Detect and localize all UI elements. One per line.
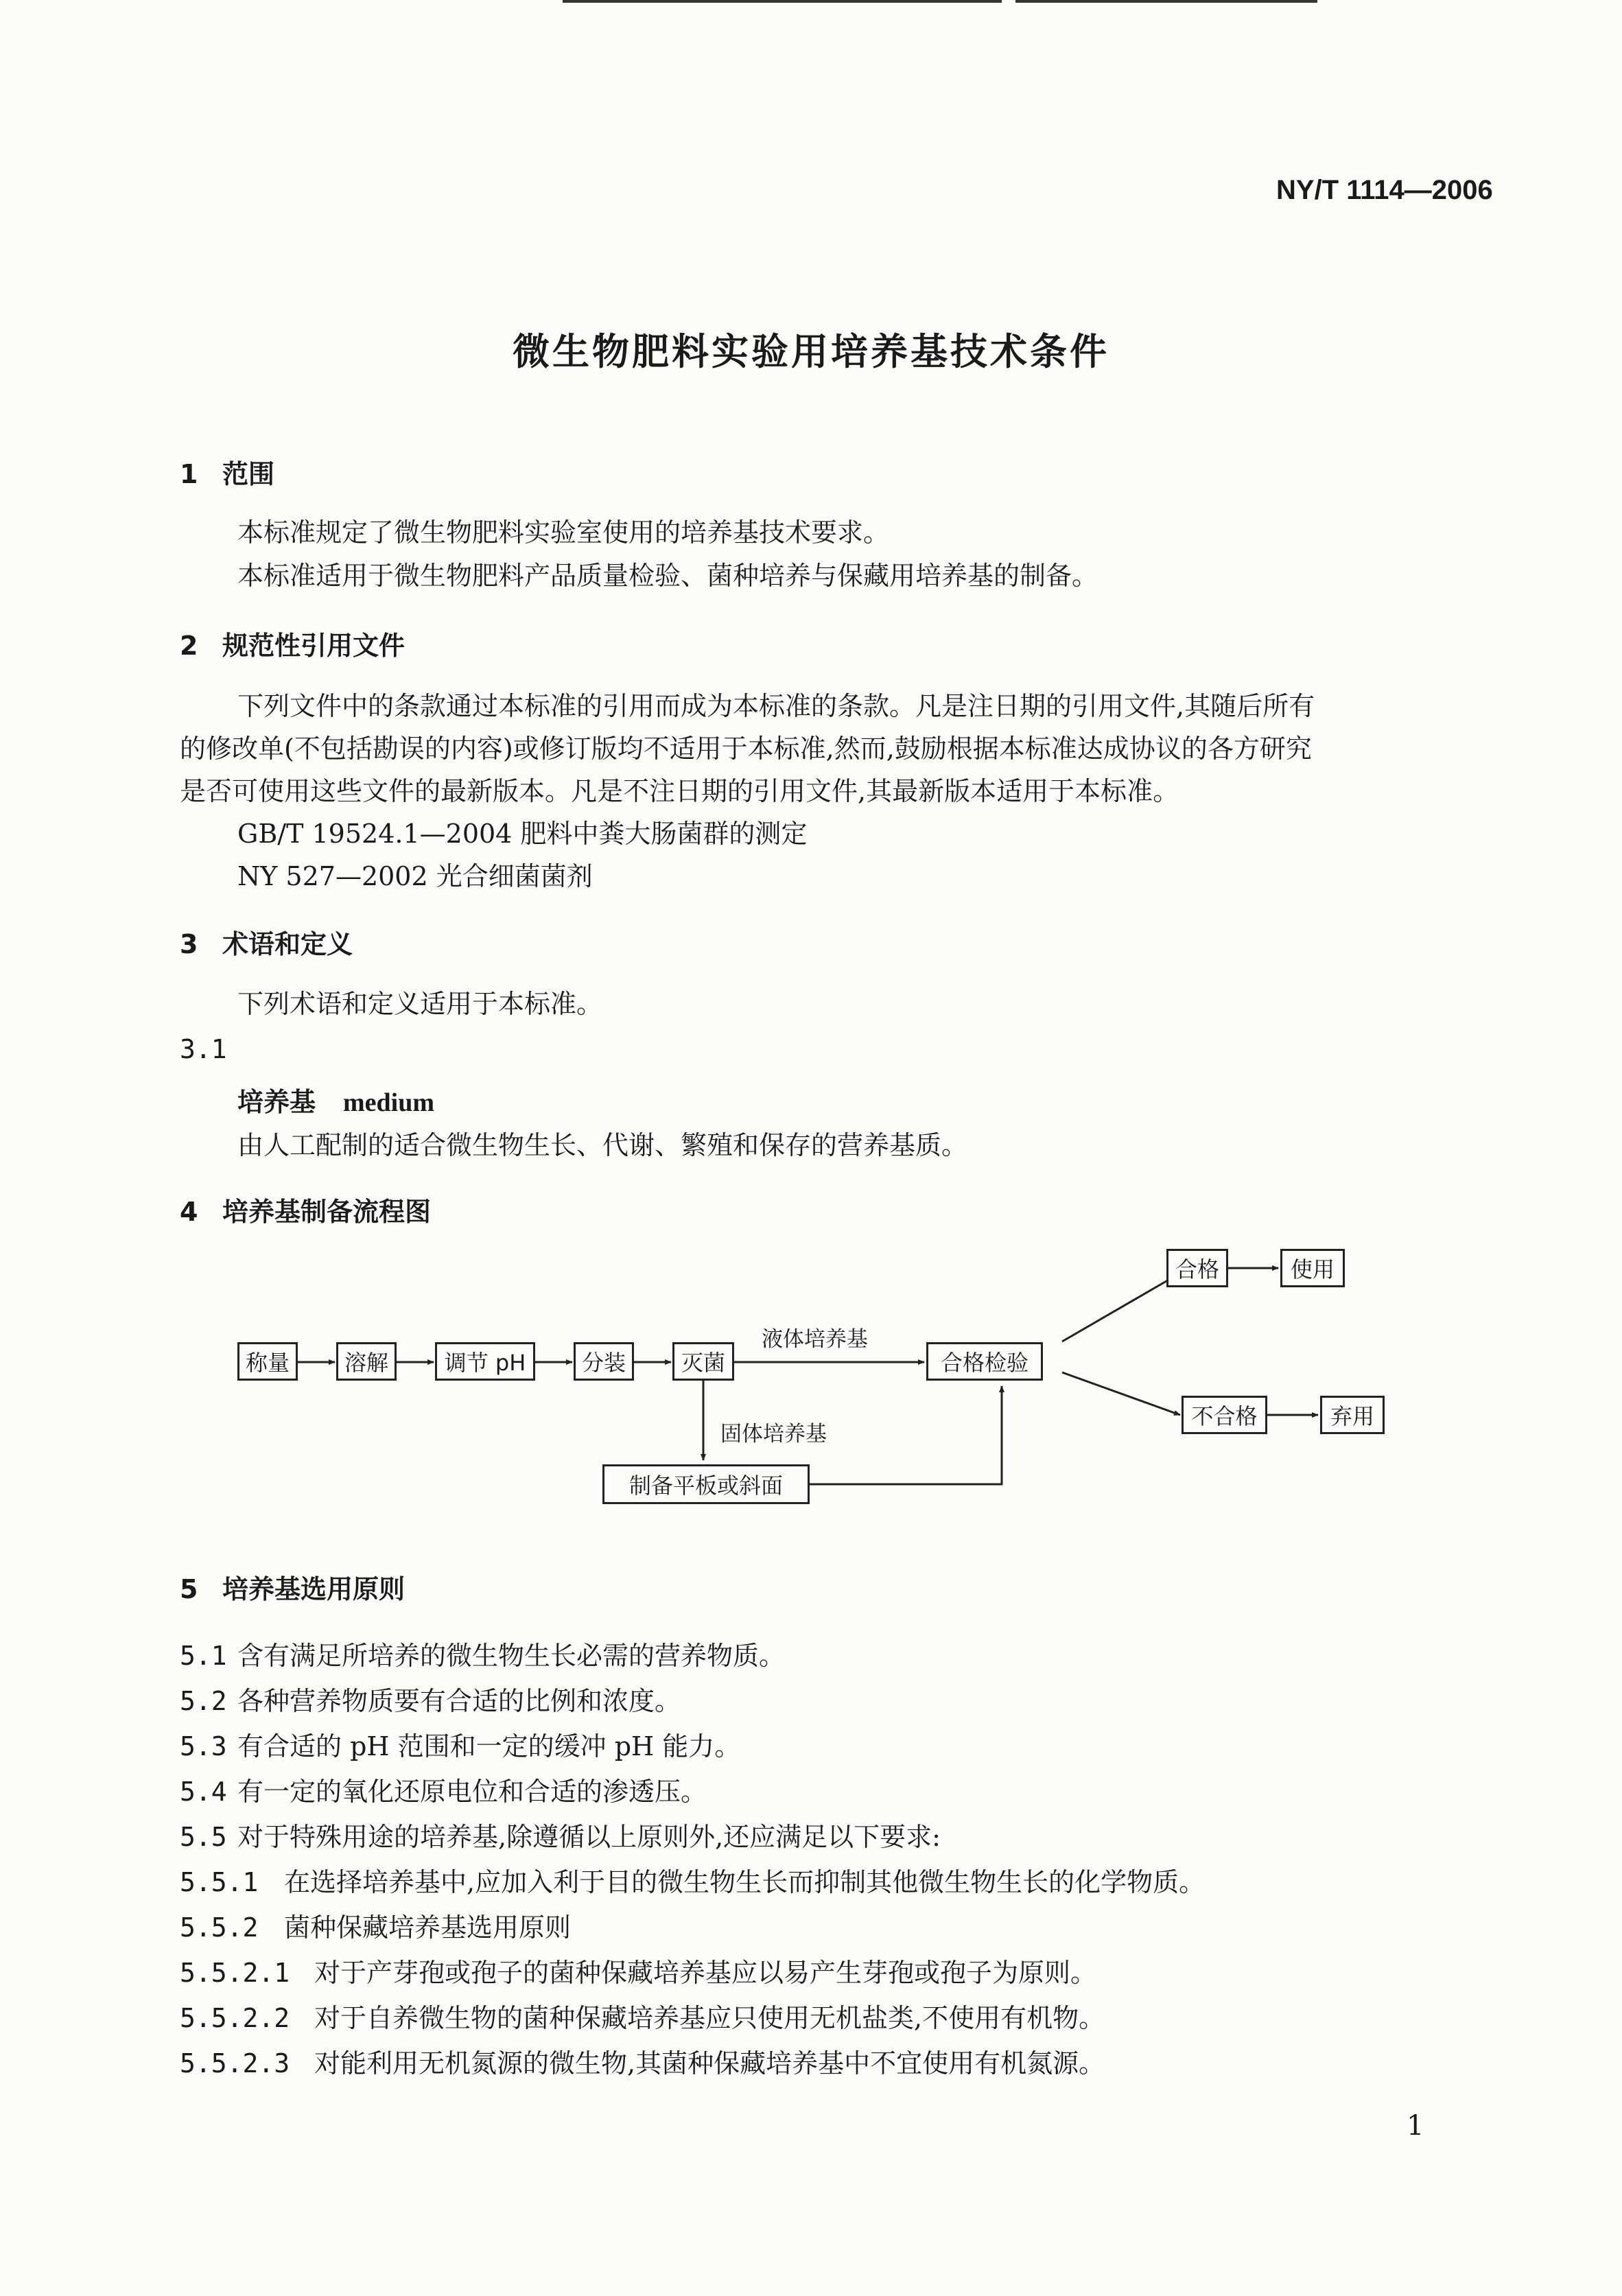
flow-use: 使用: [1280, 1249, 1345, 1287]
item-number: 5.1: [180, 1641, 227, 1671]
list-item: [180, 1906, 571, 1944]
item-number: 5.5: [180, 1822, 227, 1852]
flow-plate-slant: 制备平板或斜面: [602, 1464, 810, 1504]
section-title: 范围: [222, 459, 275, 489]
flow-dissolve: 溶解: [336, 1342, 397, 1381]
arrow-plate-inspect: [810, 1386, 1002, 1484]
section-title: 术语和定义: [222, 929, 353, 959]
item-number: 5.5.2.1: [180, 1958, 290, 1988]
flow-fail: 不合格: [1182, 1396, 1267, 1434]
list-item: [180, 1816, 941, 1853]
flow-inspect: 合格检验: [926, 1342, 1043, 1381]
list-item: [180, 2042, 1105, 2080]
document-title: 微生物肥料实验用培养基技术条件: [513, 330, 1109, 373]
item-text: 对能利用无机氮源的微生物,其菌种保藏培养基中不宜使用有机氮源。: [314, 2048, 1105, 2078]
item-text: 对于产芽孢或孢子的菌种保藏培养基应以易产生芽孢或孢子为原则。: [314, 1958, 1097, 1988]
flow-discard: 弃用: [1320, 1396, 1385, 1434]
item-text: 有合适的 pH 范围和一定的缓冲 pH 能力。: [237, 1731, 741, 1761]
item-number: 5.3: [180, 1731, 227, 1761]
item-number: 5.2: [180, 1686, 227, 1716]
definition: 由人工配制的适合微生物生长、代谢、繁殖和保存的营养基质。: [237, 1130, 968, 1160]
paragraph: 本标准适用于微生物肥料产品质量检验、菌种培养与保藏用培养基的制备。: [237, 561, 1098, 591]
flow-weigh: 称量: [237, 1342, 298, 1381]
paragraph-line: 的修改单(不包括勘误的内容)或修订版均不适用于本标准,然而,鼓励根据本标准达成协议的各方研究: [180, 734, 1312, 764]
reference-2: NY 527—2002 光合细菌菌剂: [237, 861, 593, 891]
item-number: 5.5.1: [180, 1867, 259, 1897]
reference-1: GB/T 19524.1—2004 肥料中粪大肠菌群的测定: [237, 819, 808, 849]
item-number: 5.4: [180, 1777, 227, 1807]
label-solid-medium: 固体培养基: [720, 1422, 827, 1446]
item-text: 在选择培养基中,应加入利于目的微生物生长而抑制其他微生物生长的化学物质。: [284, 1867, 1206, 1897]
flow-dispense: 分装: [574, 1342, 634, 1381]
list-item: [180, 1770, 707, 1808]
flow-sterilize: 灭菌: [672, 1342, 734, 1381]
section-title: 培养基制备流程图: [222, 1197, 432, 1227]
item-text: 含有满足所培养的微生物生长必需的营养物质。: [237, 1641, 786, 1671]
list-item: [180, 1725, 740, 1763]
arrow-pass: [1062, 1276, 1175, 1342]
term-chinese: 培养基: [237, 1087, 316, 1117]
section-number: 5: [180, 1574, 198, 1604]
list-item: [180, 1680, 681, 1718]
term-english: medium: [343, 1088, 435, 1117]
item-number: 5.5.2.2: [180, 2003, 290, 2033]
flow-pass: 合格: [1166, 1249, 1228, 1287]
paragraph-line: 是否可使用这些文件的最新版本。凡是不注日期的引用文件,其最新版本适用于本标准。: [180, 776, 1179, 806]
item-text: 各种营养物质要有合适的比例和浓度。: [237, 1686, 681, 1716]
paragraph-line: 下列文件中的条款通过本标准的引用而成为本标准的条款。凡是注日期的引用文件,其随后所有: [237, 691, 1315, 721]
page-number: 1: [1407, 2110, 1424, 2142]
label-liquid-medium: 液体培养基: [762, 1327, 868, 1352]
item-text: 对于特殊用途的培养基,除遵循以上原则外,还应满足以下要求:: [237, 1822, 941, 1852]
section-number: 4: [180, 1197, 198, 1227]
section-number: 3: [180, 929, 198, 959]
section-title: 培养基选用原则: [222, 1574, 406, 1604]
item-text: 有一定的氧化还原电位和合适的渗透压。: [237, 1777, 707, 1807]
paragraph: 下列术语和定义适用于本标准。: [237, 989, 603, 1019]
list-item: [180, 1952, 1096, 1989]
item-number: 5.5.2.3: [180, 2048, 290, 2078]
list-item: [180, 1861, 1205, 1899]
item-text: 对于自养微生物的菌种保藏培养基应只使用无机盐类,不使用有机物。: [314, 2003, 1105, 2033]
subsection-number: 3.1: [180, 1034, 227, 1064]
section-title: 规范性引用文件: [222, 631, 406, 661]
section-5-heading: [180, 1568, 405, 1606]
document-id: NY/T 1114—2006: [1276, 175, 1493, 205]
section-number: 1: [180, 459, 198, 489]
list-item: [180, 1635, 785, 1672]
item-text: 菌种保藏培养基选用原则: [284, 1912, 572, 1943]
flow-adjust-ph: 调节 pH: [435, 1342, 535, 1381]
list-item: [180, 1997, 1105, 2035]
paragraph: 本标准规定了微生物肥料实验室使用的培养基技术要求。: [237, 517, 890, 548]
section-number: 2: [180, 631, 198, 661]
arrow-fail: [1062, 1372, 1180, 1415]
item-number: 5.5.2: [180, 1912, 259, 1943]
